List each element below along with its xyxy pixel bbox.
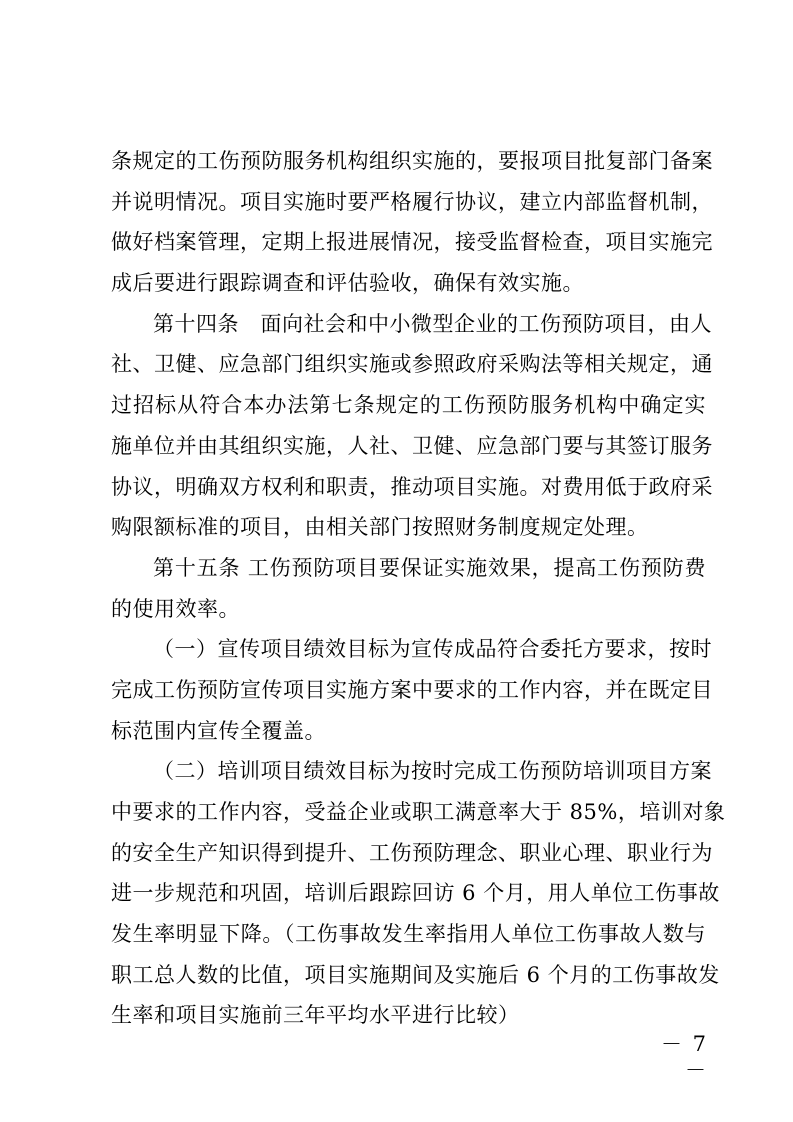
- text-line: 生率和项目实施前三年平均水平进行比较）: [111, 1003, 520, 1028]
- text-line: 中要求的工作内容，受益企业或职工满意率大于 85%，培训对象: [111, 800, 726, 824]
- text-line: 标范围内宣传全覆盖。: [111, 718, 326, 743]
- text-line: 社、卫健、应急部门组织实施或参照政府采购法等相关规定，通: [111, 352, 713, 377]
- text-line: 的使用效率。: [111, 596, 240, 621]
- text-line: 并说明情况。项目实施时要严格履行协议，建立内部监督机制，: [111, 189, 713, 214]
- text-line: 职工总人数的比值，项目实施期间及实施后 6 个月的工伤事故发: [111, 962, 720, 987]
- text-line: 协议，明确双方权利和职责，推动项目实施。对费用低于政府采: [111, 474, 713, 499]
- item-1-line: （一）宣传项目绩效目标为宣传成品符合委托方要求，按时: [153, 637, 712, 662]
- text-line: 的安全生产知识得到提升、工伤预防理念、职业心理、职业行为: [111, 840, 713, 865]
- text-line: 购限额标准的项目，由相关部门按照财务制度规定处理。: [111, 515, 649, 540]
- text-line: 条规定的工伤预防服务机构组织实施的，要报项目批复部门备案: [111, 149, 713, 173]
- text-line: 发生率明显下降。（工伤事故发生率指用人单位工伤事故人数与: [111, 922, 706, 947]
- text-line: 成后要进行跟踪调查和评估验收，确保有效实施。: [111, 271, 584, 296]
- text-line: 施单位并由其组织实施，人社、卫健、应急部门要与其签订服务: [111, 433, 713, 458]
- text-line: 做好档案管理，定期上报进展情况，接受监督检查，项目实施完: [111, 230, 713, 255]
- article-15-heading-line: 第十五条 工伤预防项目要保证实施效果，提高工伤预防费: [153, 555, 706, 580]
- text-line: 过招标从符合本办法第七条规定的工伤预防服务机构中确定实: [111, 393, 706, 418]
- page-number: － 7 －: [660, 1032, 708, 1082]
- text-line: 进一步规范和巩固，培训后跟踪回访 6 个月，用人单位工伤事故: [111, 881, 720, 906]
- article-14-heading-line: 第十四条 面向社会和中小微型企业的工伤预防项目，由人: [153, 311, 712, 336]
- text-line: 完成工伤预防宣传项目实施方案中要求的工作内容，并在既定目: [111, 677, 713, 702]
- item-2-line: （二）培训项目绩效目标为按时完成工伤预防培训项目方案: [153, 759, 712, 784]
- body-text: [111, 141, 726, 1036]
